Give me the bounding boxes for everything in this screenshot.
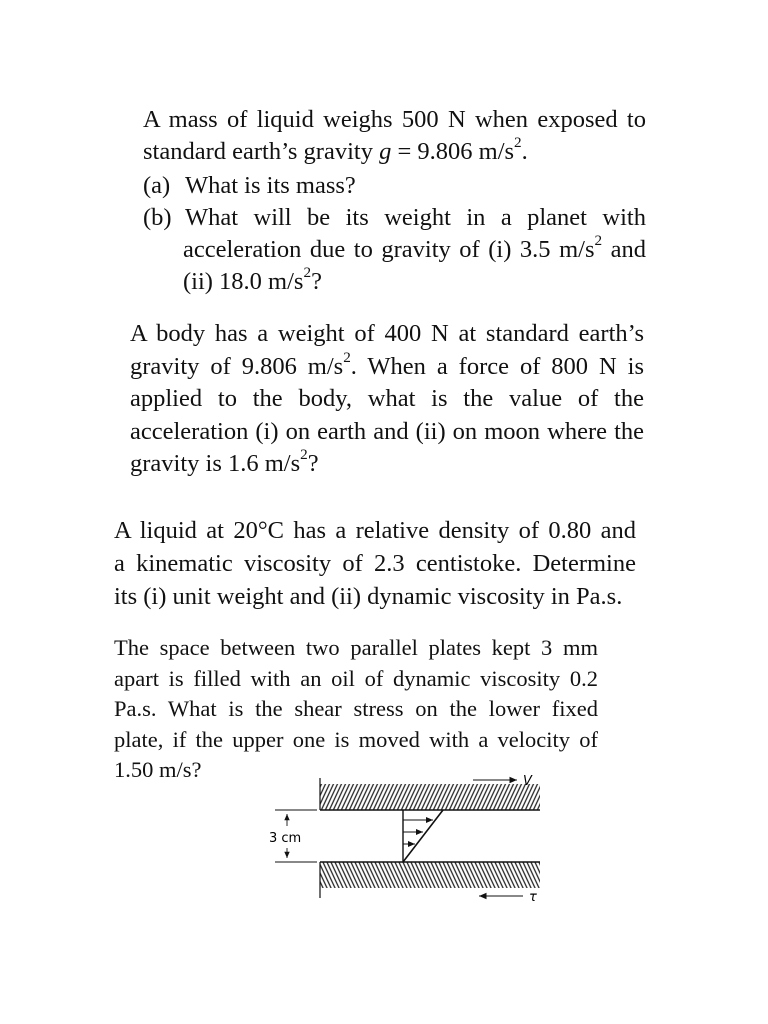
problem-1-line-2: standard earth’s gravity g = 9.806 $m/s^2$. [143, 134, 528, 165]
problem-2-line-5: gravity is 1.6 $m/s^2$? [130, 446, 319, 477]
problem-1 [143, 104, 646, 298]
problem-3-line-2: a kinematic viscosity of 2.3 centistoke. Determine [114, 550, 636, 577]
problem-4-line-5: 1.50 m/s? [114, 757, 202, 782]
lower-plate [320, 862, 540, 898]
problem-2-line-2: gravity of 9.806 $m/s^2$. When a force of 800 N is [130, 348, 644, 380]
velocity-label: V [523, 774, 532, 789]
problem-3-line-1: A liquid at 20°C has a relative density of 0.80 and [114, 517, 636, 544]
problem-2-line-1: A body has a weight of 400 N at standard earth’s [130, 320, 644, 347]
part-b-line-3: (ii) 18.0 $m/s^2$? [183, 264, 322, 295]
gap-dimension [269, 810, 317, 862]
problem-4 [114, 633, 598, 786]
upper-plate [320, 778, 540, 810]
problem-2 [130, 318, 644, 481]
problem-3 [114, 514, 636, 613]
problem-2-line-4: acceleration (i) on earth and (ii) on moon where the [130, 417, 644, 445]
gap-label: 3 cm [269, 831, 302, 846]
parallel-plates-diagram [255, 770, 555, 910]
problem-3-line-3: its (i) unit weight and (ii) dynamic viscosity in Pa.s. [114, 583, 623, 610]
problem-4-line-4: plate, if the upper one is moved with a velocity of [114, 726, 598, 752]
part-a: (a) What is its mass? [143, 172, 356, 199]
problem-4-line-1: The space between two parallel plates kept 3 mm [114, 635, 598, 660]
shear-arrow [479, 890, 537, 905]
problem-4-line-3: Pa.s. What is the shear stress on the lower fixed [114, 696, 598, 721]
part-b-line-2: acceleration due to gravity of (i) 3.5 $m/s^2$ and [183, 232, 646, 263]
problem-4-line-2: apart is filled with an oil of dynamic viscosity 0.2 [114, 665, 598, 691]
part-b-line-1: (b) What will be its weight in a planet with [143, 204, 646, 231]
problem-1-line-1: A mass of liquid weighs 500 N when exposed to [143, 106, 646, 133]
shear-label: τ [529, 890, 537, 905]
velocity-profile [403, 810, 443, 862]
problem-2-line-3: applied to the body, what is the value of the [130, 385, 644, 412]
